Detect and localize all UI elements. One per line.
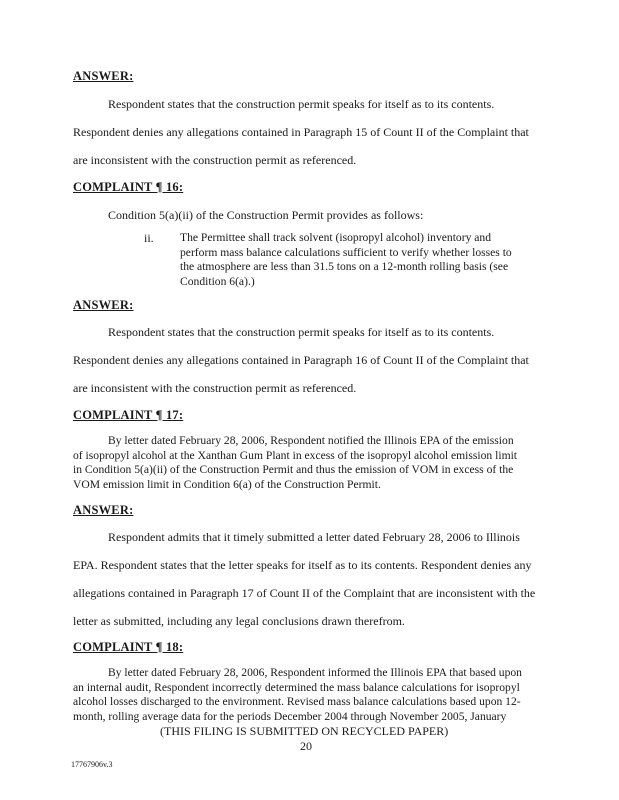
paragraph-line: month, rolling average data for the periods December 2004 through November 2005, January [73, 709, 507, 723]
body-line: letter as submitted, including any legal conclusions drawn therefrom. [73, 614, 405, 628]
answer-heading: ANSWER: [73, 298, 134, 312]
complaint-paragraph [73, 666, 522, 724]
paragraph-line: VOM emission limit in Condition 6(a) of the Construction Permit. [73, 477, 381, 491]
body-line: are inconsistent with the construction permit as referenced. [73, 381, 357, 395]
complaint-heading: COMPLAINT ¶ 18: [73, 640, 184, 654]
body-line: allegations contained in Paragraph 17 of Count II of the Complaint that are inconsistent with the [73, 586, 536, 600]
answer-heading: ANSWER: [73, 503, 134, 517]
page-number: 20 [300, 739, 312, 753]
body-line: Respondent states that the construction permit speaks for itself as to its contents. [108, 325, 495, 339]
condition-intro: Condition 5(a)(ii) of the Construction Permit provides as follows: [108, 208, 424, 222]
quoted-line: Condition 6(a).) [180, 274, 255, 288]
body-line: Respondent states that the construction permit speaks for itself as to its contents. [108, 97, 495, 111]
recycled-paper-notice: (THIS FILING IS SUBMITTED ON RECYCLED PAPER) [160, 724, 449, 738]
list-item-label: ii. [144, 231, 154, 245]
document-id: 17767906v.3 [71, 760, 113, 769]
complaint-heading: COMPLAINT ¶ 17: [73, 408, 184, 422]
paragraph-line: an internal audit, Respondent incorrectly determined the mass balance calculations for isopropyl [73, 680, 520, 694]
paragraph-line: in Condition 5(a)(ii) of the Construction Permit and thus the emission of VOM in excess of the [73, 463, 514, 476]
quoted-line: The Permittee shall track solvent (isopropyl alcohol) inventory and [180, 231, 492, 244]
paragraph-line: alcohol losses discharged to the environment. Revised mass balance calculations based upon 12- [73, 695, 521, 708]
paragraph-line: By letter dated February 28, 2006, Respondent informed the Illinois EPA that based upon [108, 666, 522, 679]
paragraph-line: By letter dated February 28, 2006, Respondent notified the Illinois EPA of the emission [108, 434, 514, 447]
body-line: are inconsistent with the construction permit as referenced. [73, 153, 357, 167]
complaint-heading: COMPLAINT ¶ 16: [73, 180, 184, 194]
body-line: Respondent denies any allegations contained in Paragraph 16 of Count II of the Complaint that [73, 353, 529, 367]
complaint-paragraph [73, 434, 517, 492]
body-line: Respondent admits that it timely submitted a letter dated February 28, 2006 to Illinois [108, 530, 520, 544]
body-line: EPA. Respondent states that the letter speaks for itself as to its contents. Respondent denies any [73, 558, 532, 572]
body-line: Respondent denies any allegations contained in Paragraph 15 of Count II of the Complaint that [73, 125, 529, 139]
quoted-condition [180, 231, 512, 289]
quoted-line: the atmosphere are less than 31.5 tons on a 12-month rolling basis (see [180, 260, 509, 273]
answer-heading: ANSWER: [73, 69, 134, 83]
quoted-line: perform mass balance calculations sufficient to verify whether losses to [180, 245, 512, 259]
paragraph-line: of isopropyl alcohol at the Xanthan Gum Plant in excess of the isopropyl alcohol emission limit [73, 448, 518, 462]
